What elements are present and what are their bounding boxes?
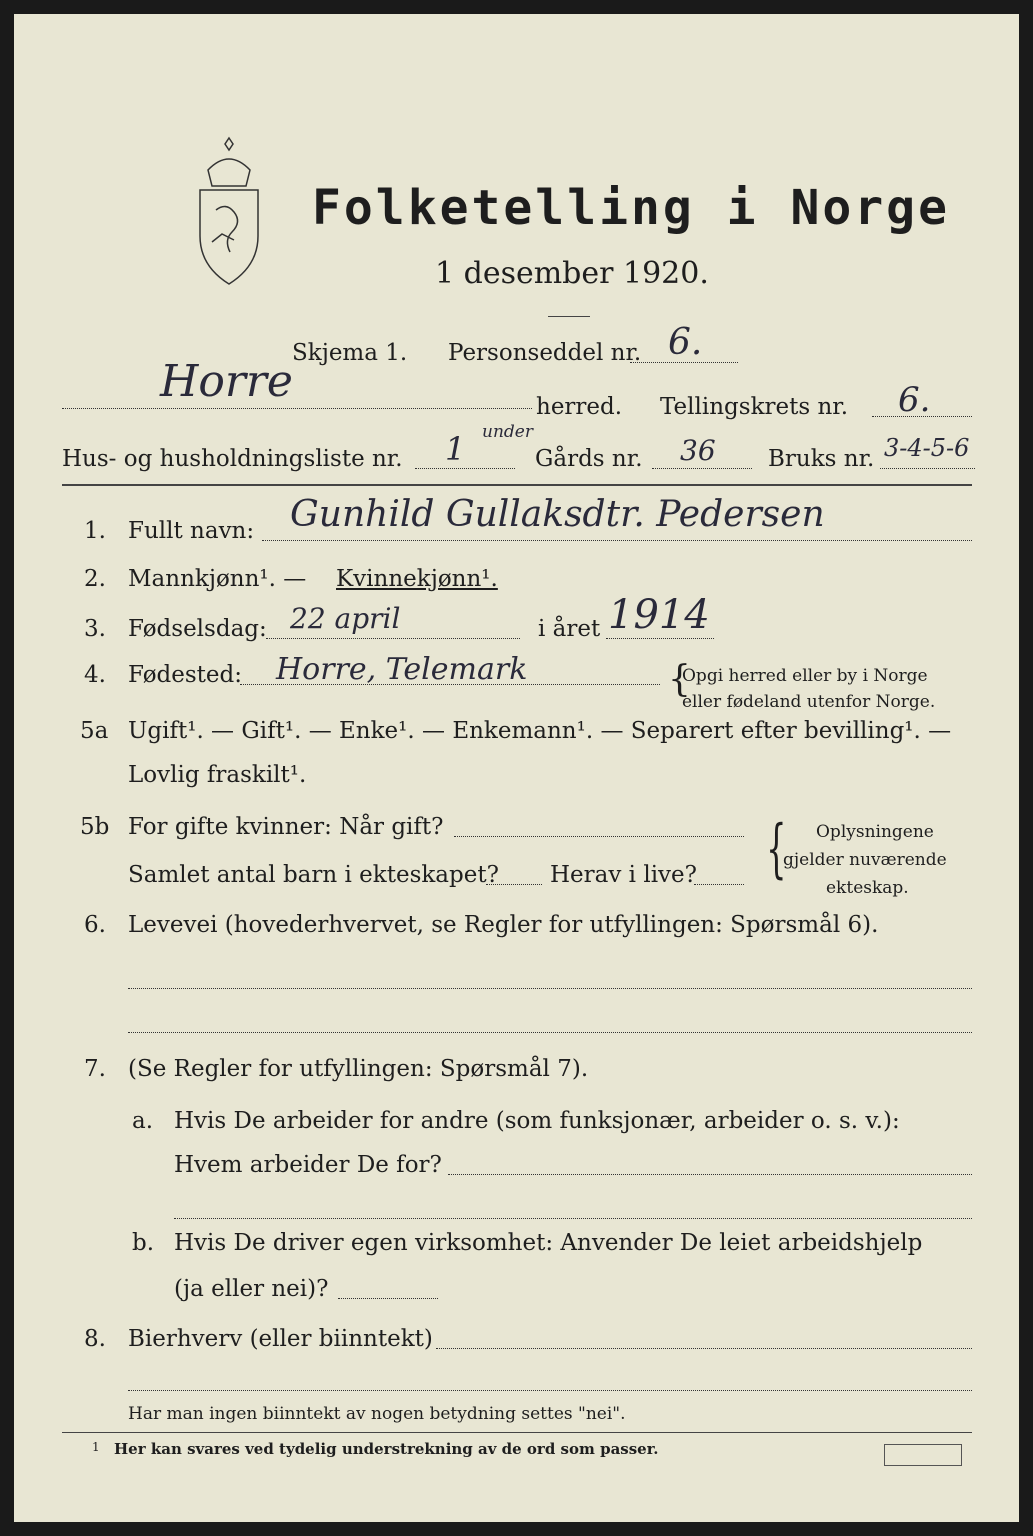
- q4-note-1: Opgi herred eller by i Norge: [682, 666, 928, 686]
- q6-line-1[interactable]: [128, 988, 972, 989]
- footnote-mark: 1: [92, 1440, 100, 1454]
- herred-line: [62, 408, 532, 409]
- q8-line-2[interactable]: [128, 1390, 972, 1391]
- q7a-question: Hvem arbeider De for?: [174, 1152, 442, 1178]
- q7b-letter: b.: [132, 1230, 155, 1256]
- q4-label: Fødested:: [128, 662, 243, 688]
- header-divider: [62, 484, 972, 486]
- q5b-label-3: Herav i live?: [550, 862, 697, 888]
- coat-of-arms-icon: [186, 130, 272, 290]
- husliste-label: Hus- og husholdningsliste nr.: [62, 446, 403, 472]
- printer-stamp-icon: [884, 1444, 962, 1466]
- footer-divider: [62, 1432, 972, 1433]
- q3-birthday-value[interactable]: 22 april: [290, 602, 401, 635]
- q4-birthplace-value[interactable]: Horre, Telemark: [276, 652, 528, 687]
- q3-number: 3.: [84, 616, 106, 642]
- q5b-note-1: Oplysningene: [816, 822, 934, 842]
- bruks-label: Bruks nr.: [768, 446, 875, 472]
- q1-fullname-value[interactable]: Gunhild Gullaksdtr. Pedersen: [290, 494, 825, 535]
- q7a-line-2[interactable]: [174, 1218, 972, 1219]
- q7-number: 7.: [84, 1056, 106, 1082]
- gards-line: [652, 468, 752, 469]
- q7b-question: (ja eller nei)?: [174, 1276, 329, 1302]
- q8-label: Bierhverv (eller biinntekt): [128, 1326, 433, 1352]
- q7b-line[interactable]: [338, 1298, 438, 1299]
- q6-number: 6.: [84, 912, 106, 938]
- q5a-options-2[interactable]: Lovlig fraskilt¹.: [128, 762, 307, 788]
- q3-year-line: [606, 638, 714, 639]
- q2-number: 2.: [84, 566, 106, 592]
- q4-note-2: eller fødeland utenfor Norge.: [682, 692, 936, 712]
- q5b-number: 5b: [80, 814, 110, 840]
- q5b-line-3: [694, 884, 744, 885]
- q5b-note-3: ekteskap.: [826, 878, 909, 898]
- tellingskrets-value[interactable]: 6.: [898, 380, 931, 420]
- husliste-line: [415, 468, 515, 469]
- q3-label: Fødselsdag:: [128, 616, 267, 642]
- q5b-line-1: [454, 836, 744, 837]
- q7a-letter: a.: [132, 1108, 154, 1134]
- q6-line-2[interactable]: [128, 1032, 972, 1033]
- q7b-text: Hvis De driver egen virksomhet: Anvender De leiet arbeidshjelp: [174, 1230, 923, 1256]
- herred-label: herred.: [536, 394, 623, 420]
- q7a-line-1[interactable]: [448, 1174, 972, 1175]
- q1-line: [262, 540, 972, 541]
- q7a-text: Hvis De arbeider for andre (som funksjonær, arbeider o. s. v.):: [174, 1108, 900, 1134]
- q3-year-value[interactable]: 1914: [608, 592, 710, 638]
- gards-value[interactable]: 36: [680, 434, 716, 467]
- q2-male-option[interactable]: Mannkjønn¹. —: [128, 566, 307, 592]
- skjema-label: Skjema 1.: [292, 340, 408, 366]
- q5b-brace: {: [766, 812, 787, 886]
- q1-label: Fullt navn:: [128, 518, 255, 544]
- q4-brace: {: [668, 659, 691, 700]
- q8-line-1[interactable]: [436, 1348, 972, 1349]
- q6-label: Levevei (hovederhvervet, se Regler for utfyllingen: Spørsmål 6).: [128, 912, 879, 938]
- gards-label: Gårds nr.: [535, 446, 643, 472]
- form-title: Folketelling i Norge: [312, 180, 950, 236]
- tellingskrets-label: Tellingskrets nr.: [660, 394, 849, 420]
- personseddel-label: Personseddel nr.: [448, 340, 642, 366]
- bruks-value[interactable]: 3-4-5-6: [884, 434, 970, 462]
- q5b-line-2: [486, 884, 542, 885]
- census-date: 1 desember 1920.: [435, 256, 709, 291]
- divider: [548, 316, 590, 317]
- q5a-number: 5a: [80, 718, 109, 744]
- q5b-label-2: Samlet antal barn i ekteskapet?: [128, 862, 499, 888]
- q3-year-label: i året: [538, 616, 601, 642]
- q5b-label-1: For gifte kvinner: Når gift?: [128, 814, 444, 840]
- husliste-value[interactable]: 1: [445, 430, 466, 468]
- q5b-note-2: gjelder nuværende: [783, 850, 947, 870]
- husliste-extra: under: [482, 422, 533, 442]
- q8-number: 8.: [84, 1326, 106, 1352]
- q1-number: 1.: [84, 518, 106, 544]
- q2-female-option[interactable]: Kvinnekjønn¹.: [336, 566, 498, 592]
- q5a-options[interactable]: Ugift¹. — Gift¹. — Enke¹. — Enkemann¹. — Separert efter bevilling¹. —: [128, 718, 952, 744]
- herred-value[interactable]: Horre: [160, 356, 293, 407]
- footnote-text: Her kan svares ved tydelig understrekning av de ord som passer.: [114, 1440, 659, 1458]
- q4-number: 4.: [84, 662, 106, 688]
- q7-label: (Se Regler for utfyllingen: Spørsmål 7).: [128, 1056, 589, 1082]
- bruks-line: [880, 468, 975, 469]
- biinntekt-note: Har man ingen biinntekt av nogen betydning settes "nei".: [128, 1404, 626, 1424]
- q3-line: [266, 638, 520, 639]
- personseddel-value[interactable]: 6.: [668, 322, 703, 363]
